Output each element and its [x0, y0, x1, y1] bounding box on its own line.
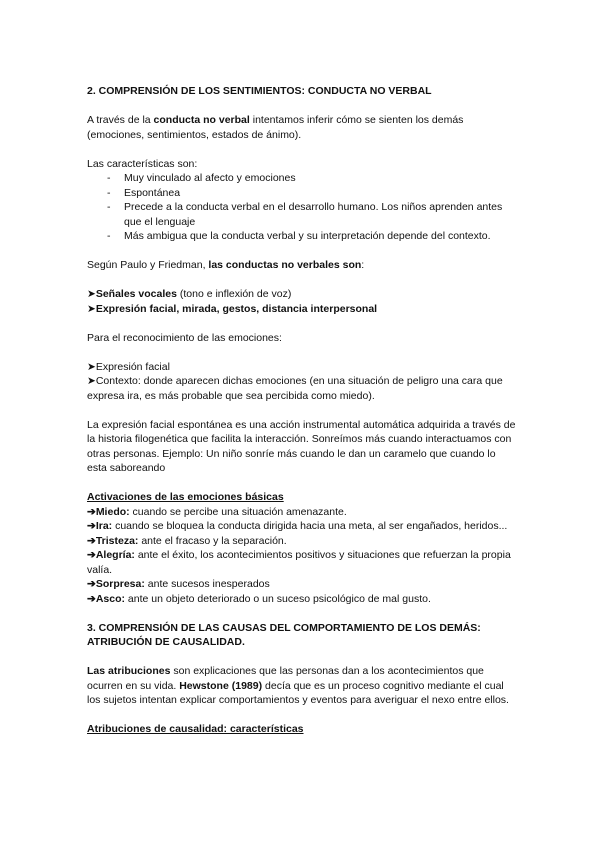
emotion-desc: ante sucesos inesperados — [144, 578, 270, 590]
emotion-desc: ante el éxito, los acontecimientos positivos y situaciones que refuerzan la propia valía. — [87, 549, 511, 576]
arrow-icon: ➔ — [87, 549, 96, 561]
list-item: - Espontánea — [107, 186, 517, 201]
nv-item-bold: Señales vocales — [95, 288, 177, 300]
emotion-item-sorpresa — [87, 577, 517, 592]
recognition-title: Para el reconocimiento de las emociones: — [87, 331, 282, 344]
nv-item-bold: Expresión facial, mirada, gestos, distancia interpersonal — [95, 302, 378, 315]
attributions-text-2: decía que es un proceso cognitivo mediante el cual los sujetos intentan explicar comportamientos y eventos para averiguar el nexo entre ellos. — [87, 679, 509, 706]
intro-bold: conducta no verbal — [153, 114, 250, 126]
emotion-desc: cuando se percibe una situación amenazante. — [129, 505, 347, 518]
recog-item-facial — [87, 360, 517, 375]
emotion-name: Ira: — [95, 520, 113, 532]
emotion-name: Tristeza: — [95, 534, 139, 547]
arrow-icon: ➤ — [87, 302, 96, 315]
recog-item-text: Contexto: donde aparecen dichas emociones (en una situación de peligro una cara que expresa ira, es más probable que sea percibida como miedo). — [87, 375, 503, 402]
spontaneous-paragraph: La expresión facial espontánea es una acción instrumental automática adquirida a través de la historia filogenética que facilita la interacción. Sonreímos más cuando interactuamos con otras personas. Ejemplo: Un niño sonríe más cuando le dan un caramelo que cuando lo esta saboreando — [87, 418, 516, 474]
subheading-text: Atribuciones de causalidad: características — [87, 723, 304, 735]
emotion-name: Miedo: — [95, 505, 130, 518]
emotion-name: Asco: — [95, 592, 125, 605]
arrow-icon: ➔ — [87, 520, 96, 532]
emotion-name: Alegría: — [95, 549, 135, 561]
emotion-item-miedo — [87, 505, 517, 520]
arrow-icon: ➔ — [87, 592, 96, 605]
attributions-paragraph — [87, 664, 517, 708]
list-item: - Muy vinculado al afecto y emociones — [107, 171, 517, 186]
emotion-item-ira — [87, 519, 517, 534]
arrow-icon: ➔ — [87, 534, 96, 547]
attributions-text-1: son explicaciones que las personas dan a los acontecimientos que ocurren en su vida. — [87, 665, 484, 692]
arrow-icon: ➔ — [87, 578, 96, 590]
emotion-desc: ante un objeto deteriorado o un suceso psicológico de mal gusto. — [125, 592, 431, 605]
list-item: - Precede a la conducta verbal en el desarrollo humano. Los niños aprenden antes que el lenguaje — [107, 200, 517, 229]
hewstone-bold: Hewstone (1989) — [179, 679, 263, 692]
arrow-icon: ➔ — [87, 505, 96, 518]
intro-paragraph — [87, 113, 517, 142]
arrow-icon: ➤ — [87, 360, 96, 373]
paulo-friedman-paragraph — [87, 258, 517, 273]
emotion-desc: cuando se bloquea la conducta dirigida hacia una meta, al ser engañados, heridos... — [112, 520, 508, 532]
emotion-item-alegria — [87, 548, 517, 577]
emotion-name: Sorpresa: — [95, 578, 145, 590]
paulo-bold: las conductas no verbales son — [208, 259, 362, 271]
list-item: - Más ambigua que la conducta verbal y su interpretación depende del contexto. — [107, 229, 517, 244]
section-3-subheading — [87, 722, 517, 737]
nv-item-rest: (tono e inflexión de voz) — [176, 288, 292, 300]
characteristics-list — [87, 171, 517, 244]
section-2-heading: 2. COMPRENSIÓN DE LOS SENTIMIENTOS: CONDUCTA NO VERBAL — [87, 85, 432, 97]
intro-pre: A través de la — [87, 114, 154, 126]
recog-item-context — [87, 374, 517, 403]
arrow-icon: ➤ — [87, 288, 96, 300]
paulo-pre: Según Paulo y Friedman, — [87, 259, 209, 271]
section-3-heading: 3. COMPRENSIÓN DE LAS CAUSAS DEL COMPORTAMIENTO DE LOS DEMÁS: ATRIBUCIÓN DE CAUSALIDAD. — [87, 621, 481, 648]
recog-item-text: Expresión facial — [95, 360, 170, 373]
intro-post: intentamos inferir cómo se sienten los demás (emociones, sentimientos, estados de ánimo). — [87, 114, 464, 141]
emotion-desc: ante el fracaso y la separación. — [138, 534, 287, 547]
paulo-post: : — [361, 259, 365, 271]
activations-title-text: Activaciones de las emociones básicas — [87, 491, 284, 503]
activations-title — [87, 490, 517, 505]
characteristics-title: Las características son: — [87, 157, 198, 170]
attributions-bold: Las atribuciones — [87, 665, 171, 677]
nv-item-facial — [87, 302, 517, 317]
nv-item-vocal — [87, 287, 517, 302]
document-page — [87, 84, 517, 737]
emotion-item-tristeza — [87, 534, 517, 549]
arrow-icon: ➤ — [87, 375, 96, 387]
emotion-item-asco — [87, 592, 517, 607]
